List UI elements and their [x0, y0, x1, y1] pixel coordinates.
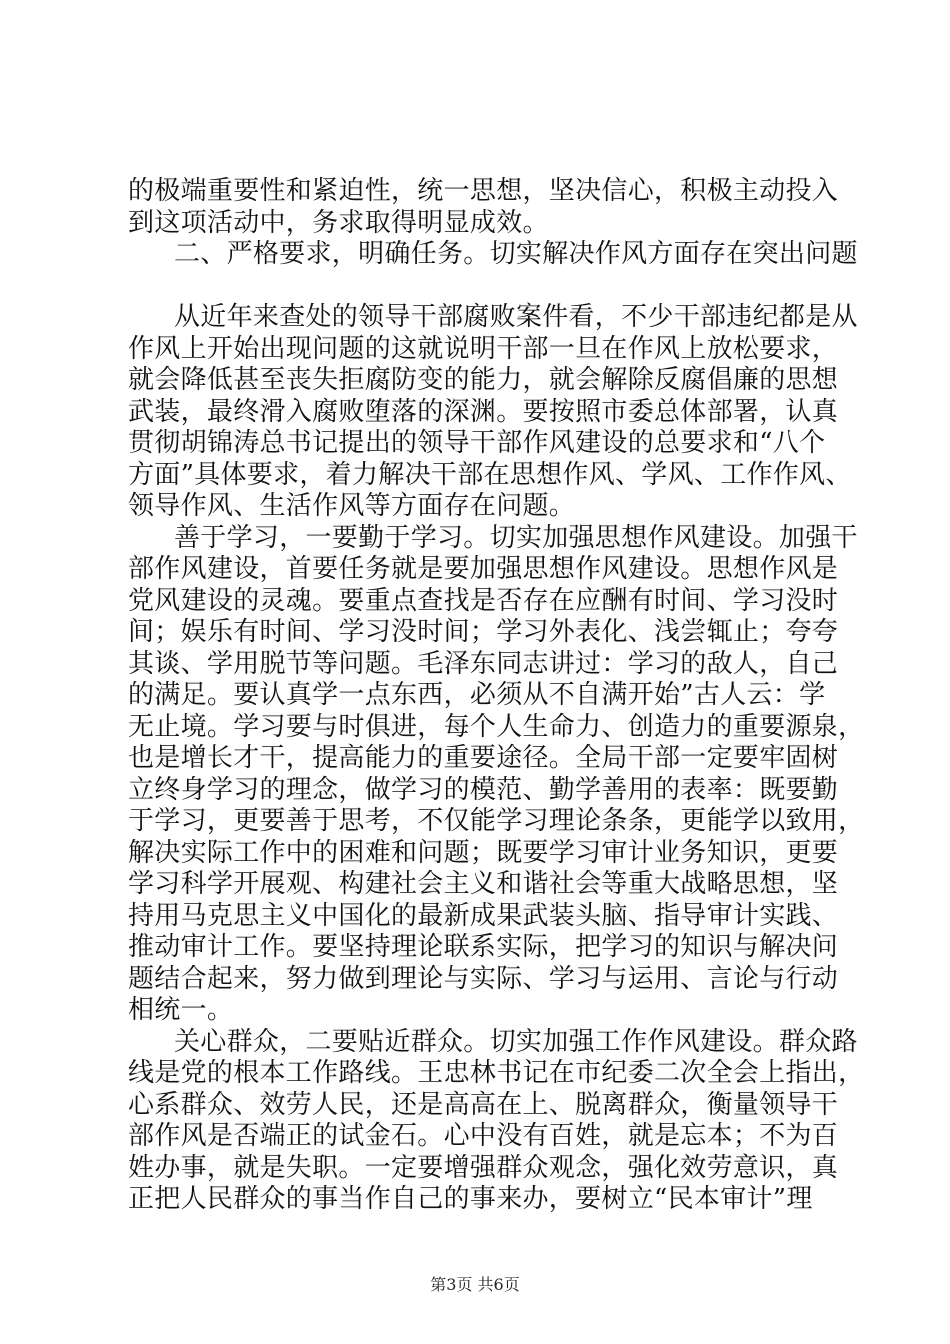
blank-line — [128, 271, 832, 303]
text-line: 也是增长才干，提高能力的重要途径。全局干部一定要牢固树 — [128, 743, 839, 773]
text-line: 其谈、学用脱节等问题。毛泽东同志讲过：学习的敌人，自己 — [128, 648, 839, 679]
text-line: 推动审计工作。要坚持理论联系实际，把学习的知识与解决问 — [128, 932, 839, 962]
text-line: 贯彻胡锦涛总书记提出的领导干部作风建设的总要求和“八个 — [128, 428, 826, 458]
text-line: 的满足。要认真学一点东西，必须从不自满开始”古人云：学 — [128, 680, 826, 710]
text-line: 线是党的根本工作路线。王忠林书记在市纪委二次全会上指出， — [128, 1058, 865, 1088]
text-line: 从近年来查处的领导干部腐败案件看，不少干部违纪都是从 — [174, 302, 858, 332]
text-line: 无止境。学习要与时俱进，每个人生命力、创造力的重要源泉， — [128, 711, 865, 742]
text-line: 二、严格要求，明确任务。切实解决作风方面存在突出问题 — [174, 239, 858, 269]
text-line: 领导作风、生活作风等方面存在问题。 — [128, 491, 576, 521]
text-line: 到这项活动中，务求取得明显成效。 — [128, 207, 549, 238]
document-body — [128, 176, 865, 1216]
text-line: 关心群众，二要贴近群众。切实加强工作作风建设。群众路 — [174, 1026, 858, 1057]
text-line: 心系群众、效劳人民，还是高高在上、脱离群众，衡量领导干 — [128, 1089, 839, 1120]
text-line: 姓办事，就是失职。一定要增强群众观念，强化效劳意识，真 — [128, 1152, 839, 1183]
text-line: 立终身学习的理念，做学习的模范、勤学善用的表率：既要勤 — [128, 774, 839, 805]
text-line: 于学习，更要善于思考，不仅能学习理论条条，更能学以致用， — [128, 806, 865, 836]
text-line: 就会降低甚至丧失拒腐防变的能力，就会解除反腐倡廉的思想 — [128, 365, 839, 395]
text-line: 解决实际工作中的困难和问题；既要学习审计业务知识，更要 — [128, 837, 839, 868]
text-line: 正把人民群众的事当作自己的事来办，要树立“民本审计”理 — [128, 1184, 813, 1214]
text-line: 间；娱乐有时间、学习没时间；学习外表化、浅尝辄止；夸夸 — [128, 617, 839, 647]
text-line: 武装，最终滑入腐败堕落的深渊。要按照市委总体部署，认真 — [128, 396, 839, 427]
text-line: 部作风是否端正的试金石。心中没有百姓，就是忘本；不为百 — [128, 1121, 839, 1151]
text-line: 党风建设的灵魂。要重点查找是否存在应酬有时间、学习没时 — [128, 585, 839, 616]
text-line: 部作风建设，首要任务就是要加强思想作风建设。思想作风是 — [128, 554, 839, 584]
text-line: 善于学习，一要勤于学习。切实加强思想作风建设。加强干 — [174, 522, 858, 553]
text-line: 题结合起来，努力做到理论与实际、学习与运用、言论与行动 — [128, 963, 839, 994]
text-line: 方面”具体要求，着力解决干部在思想作风、学风、工作作风、 — [128, 459, 852, 490]
text-line: 作风上开始出现问题的这就说明干部一旦在作风上放松要求， — [128, 333, 839, 364]
text-line: 相统一。 — [128, 995, 234, 1025]
text-line: 学习科学开展观、构建社会主义和谐社会等重大战略思想，坚 — [128, 869, 839, 899]
text-line: 持用马克思主义中国化的最新成果武装头脑、指导审计实践、 — [128, 900, 839, 931]
text-line: 的极端重要性和紧迫性，统一思想，坚决信心，积极主动投入 — [128, 176, 839, 206]
page-footer: 第3页 共6页 — [430, 1275, 520, 1294]
